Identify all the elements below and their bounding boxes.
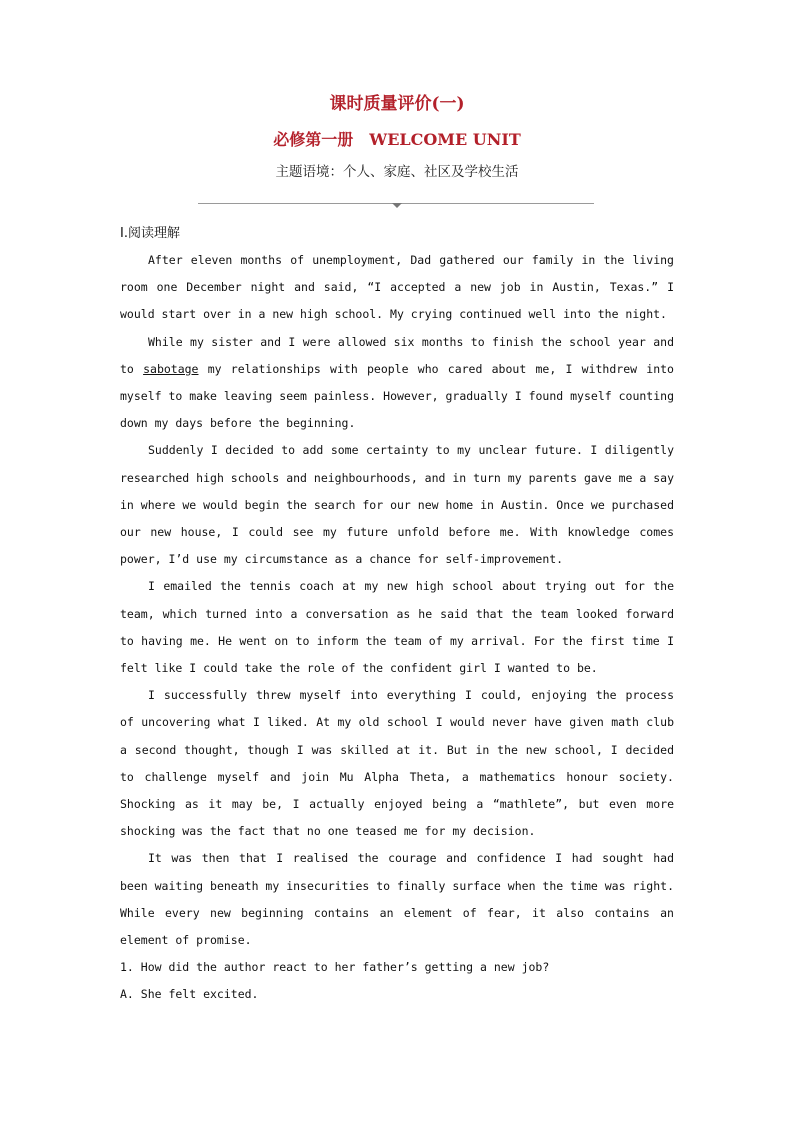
document-header bbox=[0, 92, 794, 182]
document-body bbox=[120, 220, 674, 1009]
divider-arrow-icon bbox=[392, 203, 402, 208]
passage-paragraph-1: After eleven months of unemployment, Dad gathered our family in the living room one December night and said, “I accepted a new job in Austin, Texas.” I would start over in a new high school. My crying continued well into the night. bbox=[120, 253, 674, 322]
document-title: 课时质量评价(一) bbox=[329, 94, 465, 114]
paragraph-2-start: While my sister and I were allowed six months to finish the school year and to bbox=[120, 334, 674, 376]
paragraph-2-end: my relationships with people who cared about me, I withdrew into myself to make leaving seem painless. However, gradually I found myself counting down my days before the beginning. bbox=[120, 361, 674, 431]
question-1-option-a: A. She felt excited. bbox=[120, 987, 259, 1002]
passage-paragraph-3: Suddenly I decided to add some certainty to my unclear future. I diligently researched high schools and neighbourhoods, and in turn my parents gave me a say in where we would begin the search for our new home in Austin. Once we purchased our new house, I could see my future unfold before me. With knowledge comes power, I’d use my circumstance as a chance for self-improvement. bbox=[120, 443, 674, 567]
passage-paragraph-4: I emailed the tennis coach at my new high school about trying out for the team, which turned into a conversation as he said that the team looked forward to having me. He went on to inform the team of my arrival. For the first time I felt like I could take the role of the confident girl I wanted to be. bbox=[120, 579, 674, 676]
passage-paragraph-2 bbox=[120, 329, 674, 438]
underlined-word: sabotage bbox=[143, 361, 199, 376]
passage-paragraph-6: It was then that I realised the courage and confidence I had sought had been waiting beneath my insecurities to finally surface when the time was right. While every new beginning contains an element of fear, it also contains an element of promise. bbox=[120, 851, 674, 948]
passage-paragraph-5: I successfully threw myself into everything I could, enjoying the process of uncovering what I liked. At my old school I would never have given math club a second thought, though I was skilled at it. But in the new school, I decided to challenge myself and join Mu Alpha Theta, a mathematics honour society. Shocking as it may be, I actually enjoyed being a “mathlete”, but even more shocking was the fact that no one teased me for my decision. bbox=[120, 688, 674, 839]
document-subtitle: 必修第一册 WELCOME UNIT bbox=[273, 130, 521, 149]
section-heading: Ⅰ.阅读理解 bbox=[120, 226, 180, 241]
theme-context: 主题语境：个人、家庭、社区及学校生活 bbox=[275, 164, 519, 180]
question-1-stem: 1. How did the author react to her father’s getting a new job? bbox=[120, 960, 550, 975]
